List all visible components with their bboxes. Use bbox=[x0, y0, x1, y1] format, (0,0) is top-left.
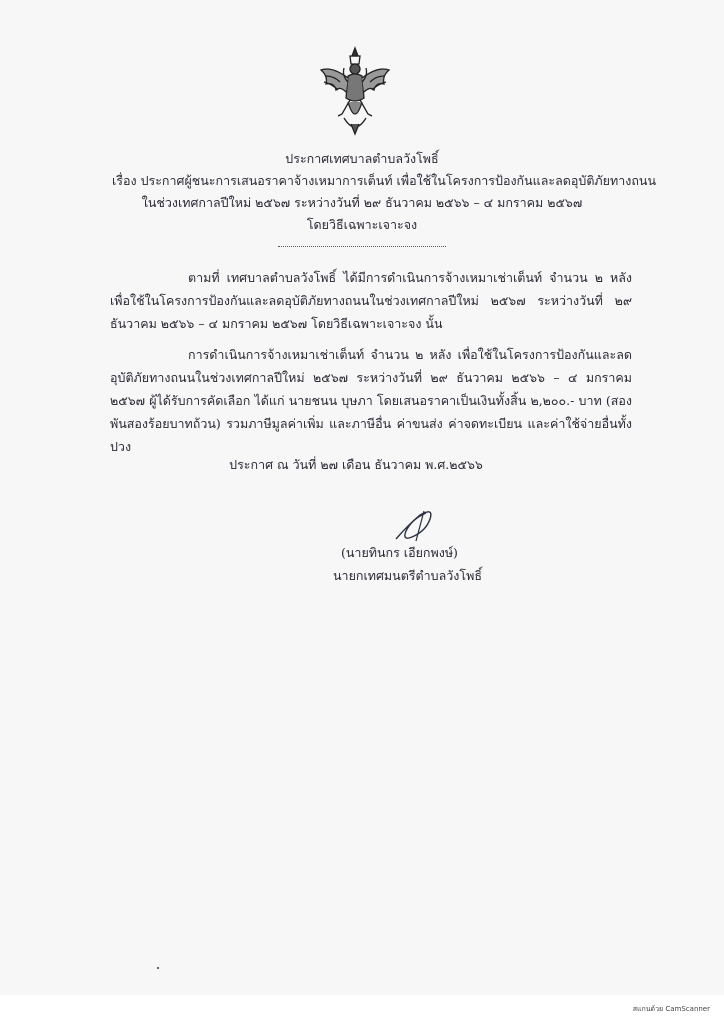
signature-mark bbox=[390, 505, 450, 545]
garuda-emblem-icon bbox=[318, 46, 392, 138]
subject-line-2: ในช่วงเทศกาลปีใหม่ ๒๕๖๗ ระหว่างวันที่ ๒๙ ธันวาคม ๒๕๖๖ – ๔ มกราคม ๒๕๖๗ bbox=[141, 195, 583, 210]
camscanner-watermark: สแกนด้วย CamScanner bbox=[632, 1005, 710, 1013]
announcement-date: ประกาศ ณ วันที่ ๒๗ เดือน ธันวาคม พ.ศ.๒๕๖๖ bbox=[229, 457, 483, 472]
signatory-name: (นายทินกร เอียกพงษ์) bbox=[341, 545, 458, 560]
subject-line-3: โดยวิธีเฉพาะเจาะจง bbox=[306, 217, 418, 232]
body-paragraph-1: ตามที่ เทศบาลตำบลวังโพธิ์ ได้มีการดำเนินการจ้างเหมาเช่าเต็นท์ จำนวน ๒ หลัง เพื่อใช้ในโครงการป้องกันและลดอุบัติภัยทางถนนในช่วงเทศกาลปีใหม่ ๒๕๖๗ ระหว่างวันที่ ๒๙ ธันวาคม ๒๕๖๖ – ๔ มกราคม ๒๕๖๗ โดยวิธีเฉพาะเจาะจง นั้น bbox=[110, 270, 632, 331]
document-heading: ประกาศเทศบาลตำบลวังโพธิ์ bbox=[285, 151, 439, 166]
dotted-divider bbox=[278, 246, 446, 247]
signatory-title: นายกเทศมนตรีตำบลวังโพธิ์ bbox=[333, 568, 482, 583]
footer-strip bbox=[0, 995, 724, 1024]
body-paragraph-2: การดำเนินการจ้างเหมาเช่าเต็นท์ จำนวน ๒ หลัง เพื่อใช้ในโครงการป้องกันและลดอุบัติภัยทางถนนในช่วงเทศกาลปีใหม่ ๒๕๖๗ ระหว่างวันที่ ๒๙ ธันวาคม ๒๕๖๖ – ๔ มกราคม ๒๕๖๗ ผู้ได้รับการคัดเลือก ได้แก่ นายชนน บุษภา โดยเสนอราคาเป็นเงินทั้งสิ้น ๒,๒๐๐.- บาท (สองพันสองร้อยบาทถ้วน) รวมภาษีมูลค่าเพิ่ม และภาษีอื่น ค่าขนส่ง ค่าจดทะเบียน และค่าใช้จ่ายอื่นทั้งปวง bbox=[110, 347, 632, 454]
subject-line-1: เรื่อง ประกาศผู้ชนะการเสนอราคาจ้างเหมาการเต็นท์ เพื่อใช้ในโครงการป้องกันและลดอุบัติภัยทางถนน bbox=[112, 173, 657, 188]
scan-speck bbox=[157, 967, 159, 969]
